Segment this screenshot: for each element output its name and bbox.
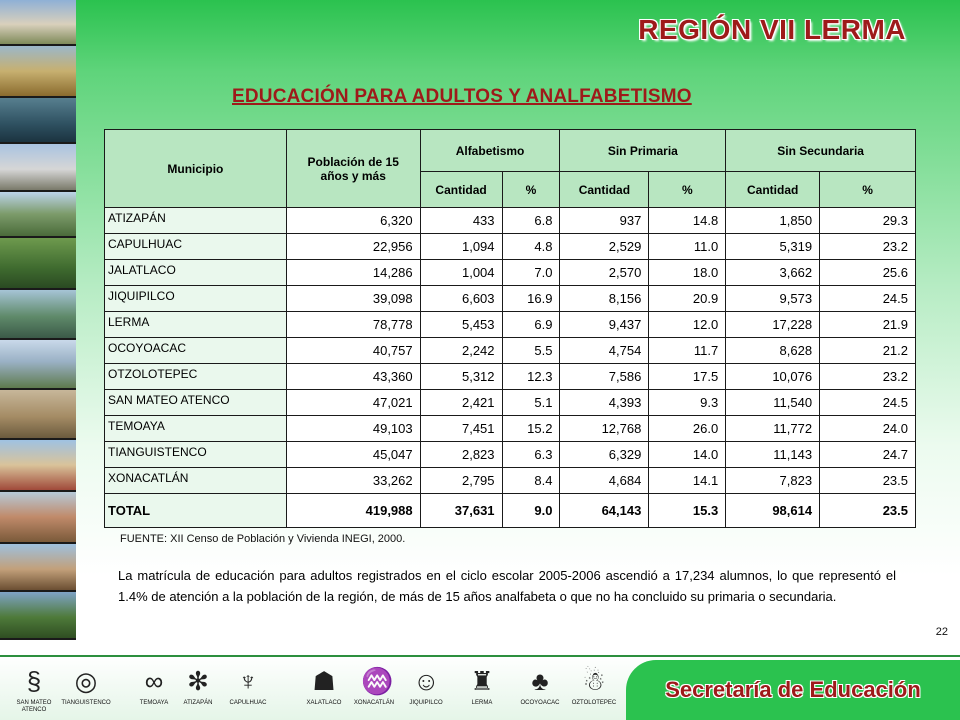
value-cell: 21.2	[820, 338, 916, 364]
glyph-icon: ∞	[144, 666, 164, 696]
value-cell: 3,662	[726, 260, 820, 286]
glyph-icon: ☃	[582, 666, 606, 696]
glyph-icon: ♜	[470, 666, 494, 696]
value-cell: 15.2	[502, 416, 560, 442]
glyph-label: XONACATLÁN	[353, 700, 395, 706]
value-cell: 4,754	[560, 338, 649, 364]
value-cell: 2,242	[420, 338, 502, 364]
value-cell: 17,228	[726, 312, 820, 338]
value-cell: 23.2	[820, 234, 916, 260]
value-cell: 39,098	[286, 286, 420, 312]
table-row	[105, 312, 916, 338]
value-cell: 5,319	[726, 234, 820, 260]
municipio-cell: LERMA	[105, 312, 287, 338]
table-row	[105, 208, 916, 234]
value-cell: 9.3	[649, 390, 726, 416]
photo-bridge	[0, 290, 76, 340]
value-cell: 14.1	[649, 468, 726, 494]
value-cell: 78,778	[286, 312, 420, 338]
source-note: FUENTE: XII Censo de Población y Vivienda INEGI, 2000.	[120, 533, 406, 545]
value-cell: 29.3	[820, 208, 916, 234]
value-cell: 11,772	[726, 416, 820, 442]
glyph-label: XALATLACO	[306, 700, 342, 706]
value-cell: 6,329	[560, 442, 649, 468]
glyph-municipio	[8, 664, 60, 714]
glyph-icon: ♣	[531, 666, 549, 696]
table-row	[105, 416, 916, 442]
table-row	[105, 286, 916, 312]
value-cell: 11.0	[649, 234, 726, 260]
glyph-municipio	[400, 664, 452, 707]
value-cell: 14,286	[286, 260, 420, 286]
photo-hills	[0, 192, 76, 238]
glyph-label: JIQUIPILCO	[409, 700, 443, 706]
value-cell: 22,956	[286, 234, 420, 260]
value-cell: 43,360	[286, 364, 420, 390]
table-row	[105, 260, 916, 286]
value-cell: 24.7	[820, 442, 916, 468]
value-cell: 24.5	[820, 390, 916, 416]
header-sin-primaria: Sin Primaria	[560, 130, 726, 172]
table-row	[105, 338, 916, 364]
header-municipio: Municipio	[105, 130, 287, 208]
municipio-cell: ATIZAPÁN	[105, 208, 287, 234]
glyph-icon: ◎	[74, 666, 98, 696]
total-value: 15.3	[649, 494, 726, 528]
glyph-label: TIANGUISTENCO	[61, 700, 111, 706]
value-cell: 6,320	[286, 208, 420, 234]
municipio-cell: SAN MATEO ATENCO	[105, 390, 287, 416]
total-value: 419,988	[286, 494, 420, 528]
value-cell: 49,103	[286, 416, 420, 442]
value-cell: 5.5	[502, 338, 560, 364]
value-cell: 18.0	[649, 260, 726, 286]
value-cell: 17.5	[649, 364, 726, 390]
photo-aqueduct	[0, 390, 76, 440]
value-cell: 21.9	[820, 312, 916, 338]
value-cell: 9,573	[726, 286, 820, 312]
summary-paragraph: La matrícula de educación para adultos registrados en el ciclo escolar 2005-2006 ascendió a 17,234 alumnos, lo que representó el 1.4% de atención a la población de la región, de más de 15 años analfabeta o que no ha concluido su primaria o secundaria.	[118, 568, 896, 604]
glyph-label: OZTOLOTEPEC	[571, 700, 617, 706]
value-cell: 25.6	[820, 260, 916, 286]
header-cantidad: Cantidad	[726, 172, 820, 208]
value-cell: 4,393	[560, 390, 649, 416]
value-cell: 5,453	[420, 312, 502, 338]
glyph-municipio	[568, 664, 620, 707]
value-cell: 12.0	[649, 312, 726, 338]
total-label: TOTAL	[105, 494, 287, 528]
header-cantidad: Cantidad	[560, 172, 649, 208]
value-cell: 20.9	[649, 286, 726, 312]
value-cell: 23.2	[820, 364, 916, 390]
glyph-icon: ☗	[312, 666, 336, 696]
value-cell: 45,047	[286, 442, 420, 468]
header-sin-secundaria: Sin Secundaria	[726, 130, 916, 172]
value-cell: 33,262	[286, 468, 420, 494]
glyph-municipio	[298, 664, 350, 707]
value-cell: 12,768	[560, 416, 649, 442]
value-cell: 11.7	[649, 338, 726, 364]
value-cell: 7,823	[726, 468, 820, 494]
municipio-cell: XONACATLÁN	[105, 468, 287, 494]
municipio-cell: OTZOLOTEPEC	[105, 364, 287, 390]
value-cell: 7.0	[502, 260, 560, 286]
municipio-cell: TEMOAYA	[105, 416, 287, 442]
header-poblacion: Población de 15 años y más	[286, 130, 420, 208]
value-cell: 6.3	[502, 442, 560, 468]
glyph-label: SAN MATEO ATENCO	[16, 700, 52, 713]
glyph-icon: ☺	[413, 666, 440, 696]
value-cell: 6,603	[420, 286, 502, 312]
glyph-label: OCOYOACAC	[520, 700, 560, 706]
photo-cathedral	[0, 544, 76, 592]
value-cell: 7,586	[560, 364, 649, 390]
value-cell: 5.1	[502, 390, 560, 416]
glyph-municipio	[172, 664, 224, 707]
glyph-icon: ♆	[238, 666, 258, 696]
photo-valley	[0, 592, 76, 640]
photo-factory	[0, 144, 76, 192]
municipio-cell: OCOYOACAC	[105, 338, 287, 364]
photo-boat	[0, 98, 76, 144]
value-cell: 4,684	[560, 468, 649, 494]
value-cell: 26.0	[649, 416, 726, 442]
photo-church	[0, 440, 76, 492]
photo-palace	[0, 0, 76, 46]
header-cantidad: Cantidad	[420, 172, 502, 208]
total-row	[105, 494, 916, 528]
value-cell: 12.3	[502, 364, 560, 390]
header-pct: %	[502, 172, 560, 208]
page-number: 22	[935, 626, 948, 638]
glyph-municipio	[456, 664, 508, 707]
value-cell: 2,795	[420, 468, 502, 494]
value-cell: 8,628	[726, 338, 820, 364]
total-value: 64,143	[560, 494, 649, 528]
total-value: 9.0	[502, 494, 560, 528]
footer-divider	[0, 655, 960, 657]
table-row	[105, 442, 916, 468]
table-row	[105, 234, 916, 260]
value-cell: 2,823	[420, 442, 502, 468]
table-row	[105, 390, 916, 416]
glyph-icon: ✻	[187, 666, 209, 696]
glyph-municipio	[60, 664, 112, 707]
value-cell: 14.0	[649, 442, 726, 468]
glyph-icon: ♒	[361, 666, 394, 696]
table-row	[105, 468, 916, 494]
glyph-icon: §	[26, 666, 42, 696]
value-cell: 16.9	[502, 286, 560, 312]
municipio-cell: CAPULHUAC	[105, 234, 287, 260]
value-cell: 9,437	[560, 312, 649, 338]
photo-lake-reeds	[0, 46, 76, 98]
total-value: 98,614	[726, 494, 820, 528]
value-cell: 6.9	[502, 312, 560, 338]
value-cell: 6.8	[502, 208, 560, 234]
value-cell: 24.5	[820, 286, 916, 312]
municipio-cell: JALATLACO	[105, 260, 287, 286]
glyph-municipio	[348, 664, 400, 707]
value-cell: 8.4	[502, 468, 560, 494]
table-row	[105, 364, 916, 390]
value-cell: 7,451	[420, 416, 502, 442]
glyph-label: TEMOAYA	[139, 700, 169, 706]
value-cell: 14.8	[649, 208, 726, 234]
photo-trees	[0, 238, 76, 290]
value-cell: 10,076	[726, 364, 820, 390]
education-table	[104, 129, 916, 528]
section-title: EDUCACIÓN PARA ADULTOS Y ANALFABETISMO	[232, 86, 692, 107]
photo-strip	[0, 0, 76, 640]
municipio-cell: TIANGUISTENCO	[105, 442, 287, 468]
value-cell: 40,757	[286, 338, 420, 364]
value-cell: 11,540	[726, 390, 820, 416]
glyph-label: CAPULHUAC	[229, 700, 267, 706]
value-cell: 4.8	[502, 234, 560, 260]
glyph-municipio	[514, 664, 566, 707]
value-cell: 24.0	[820, 416, 916, 442]
table-body	[105, 208, 916, 528]
header-pct: %	[820, 172, 916, 208]
value-cell: 937	[560, 208, 649, 234]
value-cell: 2,570	[560, 260, 649, 286]
value-cell: 23.5	[820, 468, 916, 494]
photo-volcano	[0, 340, 76, 390]
value-cell: 1,004	[420, 260, 502, 286]
region-title: REGIÓN VII LERMA	[638, 14, 906, 45]
value-cell: 433	[420, 208, 502, 234]
glyph-municipio	[222, 664, 274, 707]
value-cell: 1,094	[420, 234, 502, 260]
value-cell: 8,156	[560, 286, 649, 312]
value-cell: 2,421	[420, 390, 502, 416]
institution-name: Secretaría de Educación	[626, 660, 960, 720]
value-cell: 5,312	[420, 364, 502, 390]
value-cell: 11,143	[726, 442, 820, 468]
total-value: 23.5	[820, 494, 916, 528]
glyph-label: ATIZAPÁN	[183, 700, 213, 706]
photo-town	[0, 492, 76, 544]
value-cell: 47,021	[286, 390, 420, 416]
value-cell: 2,529	[560, 234, 649, 260]
glyph-label: LERMA	[471, 700, 493, 706]
header-alfabetismo: Alfabetismo	[420, 130, 560, 172]
municipio-cell: JIQUIPILCO	[105, 286, 287, 312]
header-pct: %	[649, 172, 726, 208]
value-cell: 1,850	[726, 208, 820, 234]
total-value: 37,631	[420, 494, 502, 528]
